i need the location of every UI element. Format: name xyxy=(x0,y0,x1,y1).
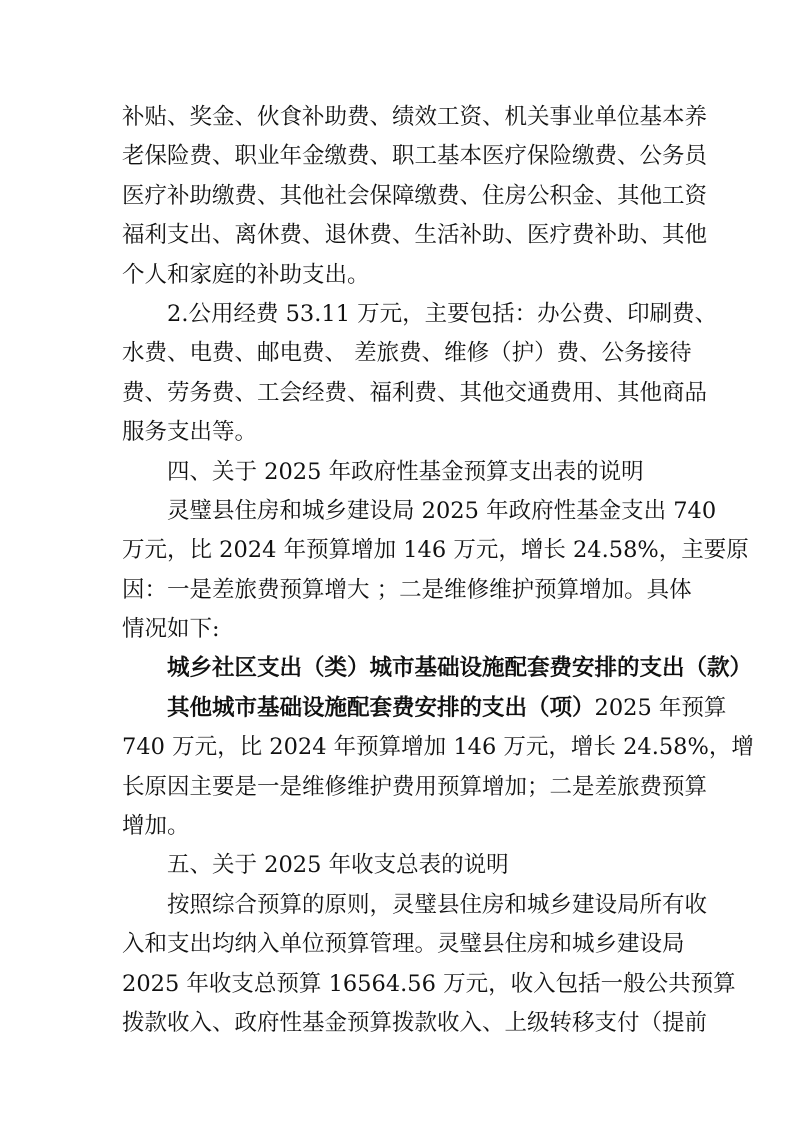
text-line: 拨款收入、政府性基金预算拨款收入、上级转移支付（提前 xyxy=(122,1009,708,1036)
text-line: 因：一是差旅费预算增大 ；二是维修维护预算增加。具体 xyxy=(122,576,692,603)
text-line: 万元，比 2024 年预算增加 146 万元，增长 24.58%，主要原 xyxy=(122,537,749,564)
subheading-expenditure-category: 城乡社区支出（类）城市基础设施配套费安排的支出（款） xyxy=(167,655,753,682)
text-segment: 2025 年预算 xyxy=(594,694,727,721)
text-line: 老保险费、职业年金缴费、职工基本医疗保险缴费、公务员 xyxy=(122,143,708,170)
text-line: 灵璧县住房和城乡建设局 2025 年政府性基金支出 740 xyxy=(167,497,717,524)
text-line: 服务支出等。 xyxy=(122,419,258,446)
text-line: 740 万元，比 2024 年预算增加 146 万元，增长 24.58%，增 xyxy=(122,734,754,761)
paragraph-other-infrastructure xyxy=(122,689,754,847)
text-line: 按照综合预算的原则，灵璧县住房和城乡建设局所有收 xyxy=(167,891,708,918)
text-line: 2025 年收支总预算 16564.56 万元，收入包括一般公共预算 xyxy=(122,970,736,997)
section-heading-income-expense: 五、关于 2025 年收支总表的说明 xyxy=(167,852,509,879)
document-page xyxy=(122,98,754,1043)
text-line: 费、劳务费、工会经费、福利费、其他交通费用、其他商品 xyxy=(122,379,708,406)
text-line: 个人和家庭的补助支出。 xyxy=(122,261,370,288)
paragraph-income-expense-summary xyxy=(122,886,736,1044)
text-line: 医疗补助缴费、其他社会保障缴费、住房公积金、其他工资 xyxy=(122,182,708,209)
text-line: 增加。 xyxy=(122,813,190,840)
paragraph-public-expenses xyxy=(122,295,718,453)
text-line: 水费、电费、邮电费、 差旅费、维修（护）费、公务接待 xyxy=(122,340,692,367)
text-line: 2.公用经费 53.11 万元，主要包括：办公费、印刷费、 xyxy=(167,300,718,327)
text-line: 福利支出、离休费、退休费、生活补助、医疗费补助、其他 xyxy=(122,222,708,249)
text-line xyxy=(122,689,727,728)
text-line: 长原因主要是一是维修维护费用预算增加；二是差旅费预算 xyxy=(122,773,708,800)
paragraph-gov-fund-summary xyxy=(122,492,749,650)
text-line: 入和支出均纳入单位预算管理。灵璧县住房和城乡建设局 xyxy=(122,931,685,958)
paragraph-personnel-expenses xyxy=(122,98,708,295)
item-title: 其他城市基础设施配套费安排的支出（项） xyxy=(167,694,595,721)
section-heading-gov-fund: 四、关于 2025 年政府性基金预算支出表的说明 xyxy=(167,458,644,485)
text-line: 补贴、奖金、伙食补助费、绩效工资、机关事业单位基本养 xyxy=(122,104,708,130)
text-line: 情况如下: xyxy=(122,616,220,643)
